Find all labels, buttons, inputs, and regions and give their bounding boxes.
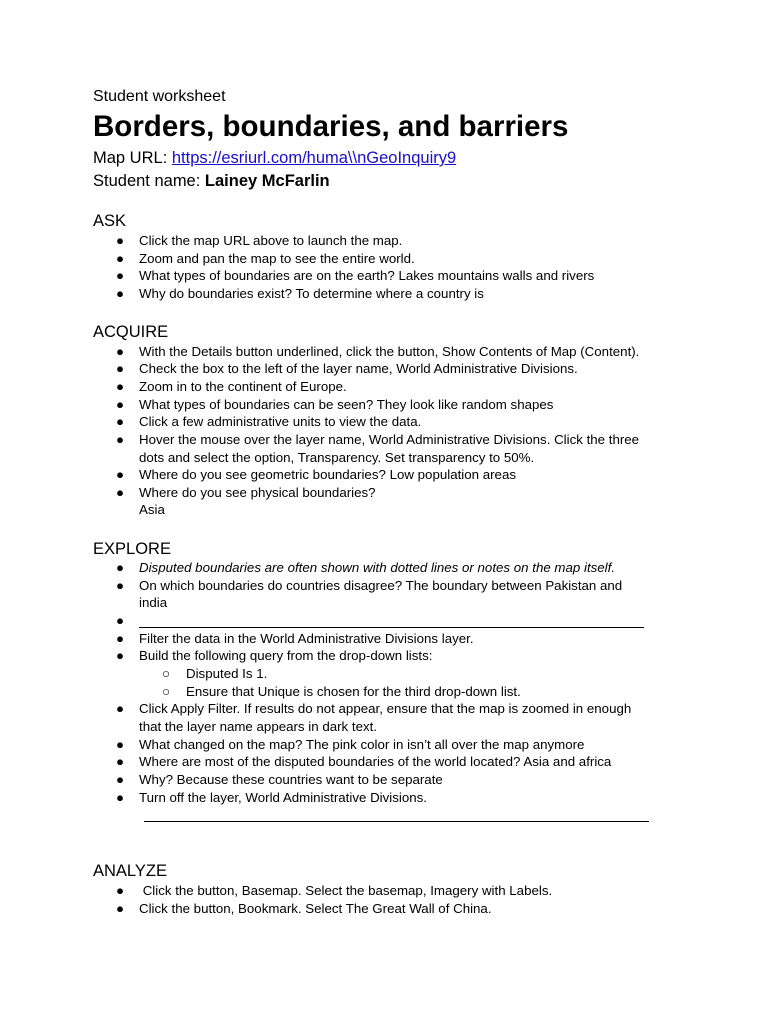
list-item-text: Zoom and pan the map to see the entire world. [139, 251, 415, 266]
bullet-icon: ● [116, 361, 125, 376]
bullet-icon: ● [116, 790, 125, 805]
circle-bullet-icon: ○ [162, 666, 171, 681]
list-item-text: Hover the mouse over the layer name, World Administrative Divisions. Click the three [139, 432, 640, 447]
bullet-icon: ● [116, 397, 125, 412]
bullet-icon: ● [116, 286, 125, 301]
section-heading-ask: ASK [93, 212, 127, 230]
student-name-line [93, 170, 330, 192]
section-heading-explore: EXPLORE [93, 540, 171, 558]
list-item-text: Why do boundaries exist? To determine where a country is [139, 286, 484, 301]
list-item-text: Build the following query from the drop-down lists: [139, 648, 433, 663]
bullet-icon: ● [116, 379, 125, 394]
list-item-continuation: that the layer name appears in dark text. [139, 719, 378, 734]
list-item-text: Click the button, Bookmark. Select The Great Wall of China. [139, 901, 492, 916]
list-item-text: Click a few administrative units to view the data. [139, 414, 422, 429]
bullet-icon: ● [116, 432, 125, 447]
list-item-text: Where are most of the disputed boundaries of the world located? Asia and africa [139, 754, 612, 769]
list-item-text: Why? Because these countries want to be separate [139, 772, 443, 787]
list-item-text: Disputed boundaries are often shown with dotted lines or notes on the map itself. [139, 560, 616, 575]
bullet-icon: ● [116, 613, 125, 628]
bullet-icon: ● [116, 883, 125, 898]
section-heading-analyze: ANALYZE [93, 862, 167, 880]
list-item-text: Zoom in to the continent of Europe. [139, 379, 347, 394]
list-item-text: What types of boundaries are on the earth? Lakes mountains walls and rivers [139, 268, 595, 283]
answer-line [144, 821, 649, 822]
list-item-text: What types of boundaries can be seen? They look like random shapes [139, 397, 554, 412]
bullet-icon: ● [116, 467, 125, 482]
bullet-icon: ● [116, 233, 125, 248]
bullet-icon: ● [116, 648, 125, 663]
map-url-label: Map URL: [93, 149, 172, 167]
bullet-icon: ● [116, 560, 125, 575]
map-url-link[interactable]: https://esriurl.com/huma\\nGeoInquiry9 [171, 149, 457, 167]
list-item-continuation: dots and select the option, Transparency. Set transparency to 50%. [139, 450, 535, 465]
list-item-text: With the Details button underlined, click the button, Show Contents of Map (Content). [139, 344, 640, 359]
list-item-text: Turn off the layer, World Administrative Divisions. [139, 790, 427, 805]
student-name-value: Lainey McFarlin [204, 172, 330, 190]
bullet-icon: ● [116, 631, 125, 646]
bullet-icon: ● [116, 268, 125, 283]
section-heading-acquire: ACQUIRE [93, 323, 169, 341]
list-item-text: Where do you see physical boundaries? [139, 485, 376, 500]
bullet-icon: ● [116, 701, 125, 716]
student-name-label: Student name: [93, 172, 205, 190]
list-item-text: Click the button, Basemap. Select the basemap, Imagery with Labels. [139, 883, 553, 898]
bullet-icon: ● [116, 344, 125, 359]
answer-line [139, 627, 644, 628]
list-item-text: Check the box to the left of the layer name, World Administrative Divisions. [139, 361, 578, 376]
sub-list-item-text: Disputed Is 1. [186, 666, 268, 681]
bullet-icon: ● [116, 578, 125, 593]
bullet-icon: ● [116, 754, 125, 769]
list-item-continuation: Asia [139, 502, 165, 517]
sub-list-item-text: Ensure that Unique is chosen for the third drop-down list. [186, 684, 521, 699]
bullet-icon: ● [116, 772, 125, 787]
bullet-icon: ● [116, 737, 125, 752]
bullet-icon: ● [116, 414, 125, 429]
list-item-text: What changed on the map? The pink color in isn’t all over the map anymore [139, 737, 585, 752]
list-item-text: Filter the data in the World Administrative Divisions layer. [139, 631, 474, 646]
worksheet-title: Borders, boundaries, and barriers [93, 110, 569, 143]
bullet-icon: ● [116, 251, 125, 266]
bullet-icon: ● [116, 901, 125, 916]
list-item-continuation: india [139, 595, 168, 610]
list-item-text: On which boundaries do countries disagree? The boundary between Pakistan and [139, 578, 623, 593]
list-item-text: Click Apply Filter. If results do not appear, ensure that the map is zoomed in enough [139, 701, 632, 716]
list-item-text: Click the map URL above to launch the map. [139, 233, 403, 248]
map-url-line [93, 147, 456, 169]
bullet-icon: ● [116, 485, 125, 500]
list-item-text: Where do you see geometric boundaries? Low population areas [139, 467, 516, 482]
worksheet-subtitle: Student worksheet [93, 88, 226, 105]
circle-bullet-icon: ○ [162, 684, 171, 699]
